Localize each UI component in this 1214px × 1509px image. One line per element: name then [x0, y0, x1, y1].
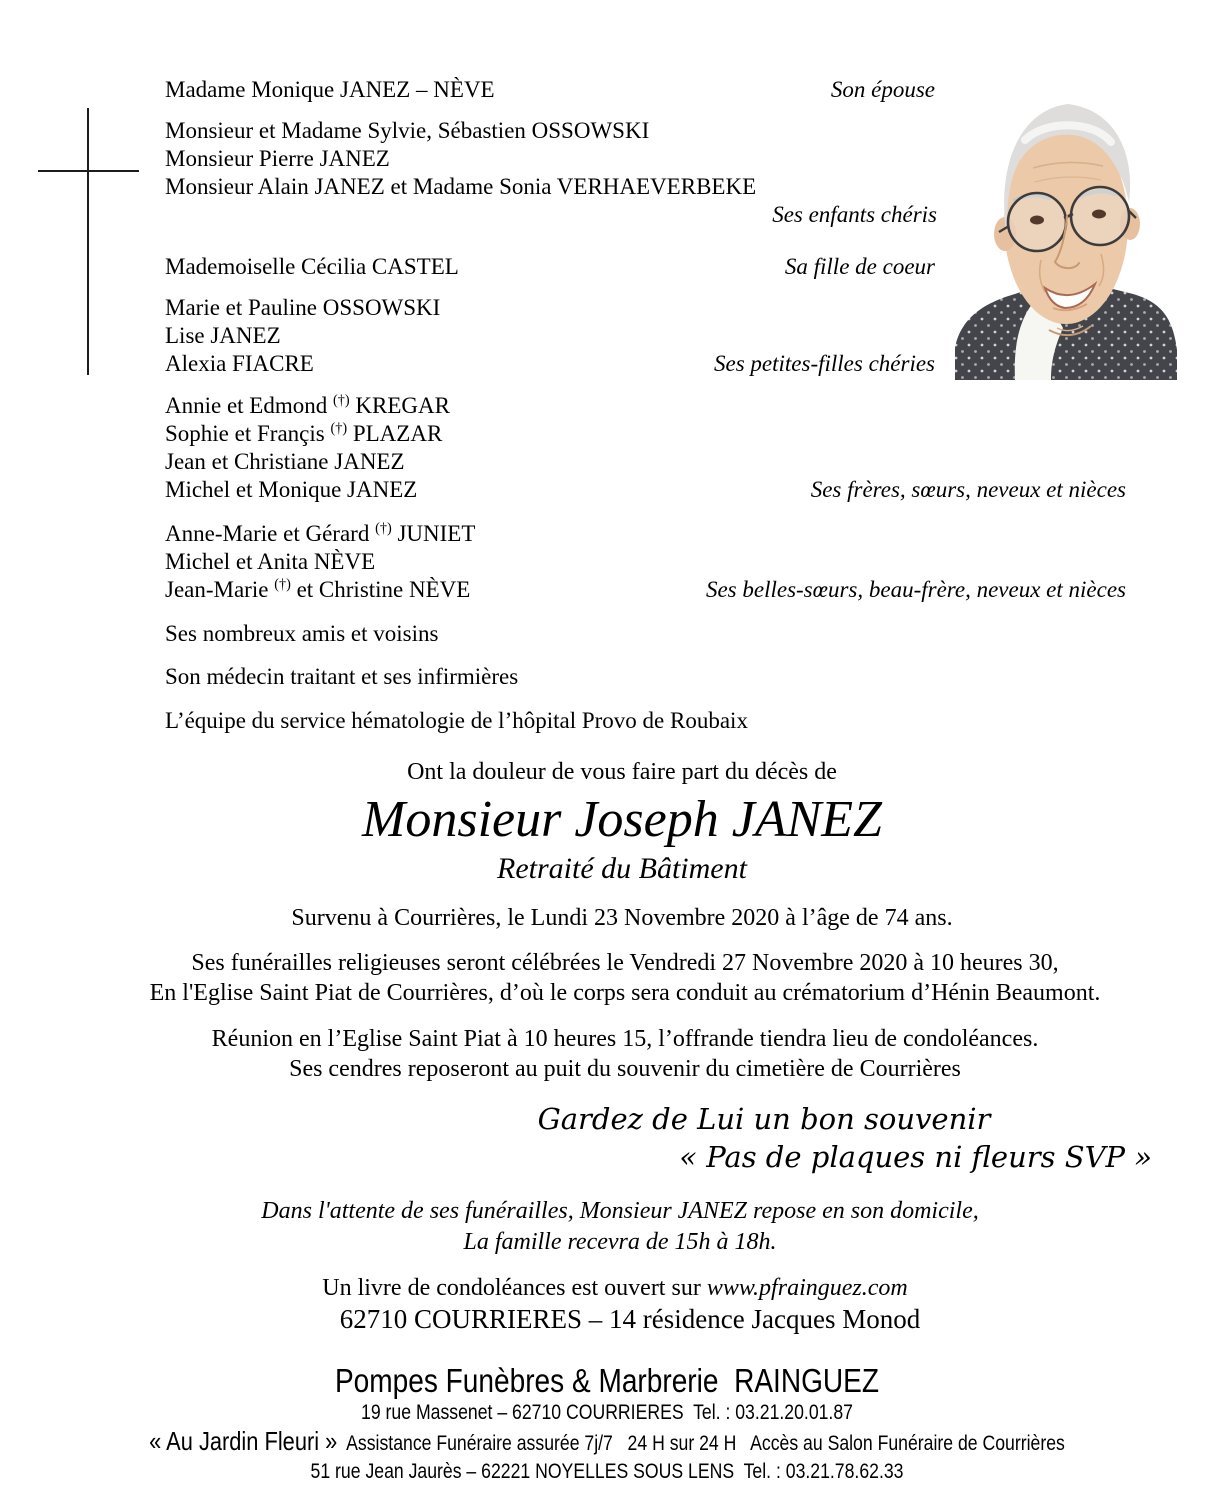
relation-label-siblings: Ses frères, sœurs, neveux et nièces [810, 477, 1126, 502]
family-name: Madame Monique JANEZ – NÈVE [165, 77, 495, 102]
remembrance-quote: Gardez de Lui un bon souvenir [537, 1102, 991, 1136]
friends-line: Ses nombreux amis et voisins [165, 621, 439, 646]
family-name: Mademoiselle Cécilia CASTEL [165, 254, 459, 279]
family-name: Anne-Marie et Gérard (†) JUNIET [165, 520, 476, 546]
deceased-occupation: Retraité du Bâtiment [497, 852, 747, 885]
deceased-address: 62710 COURRIERES – 14 résidence Jacques Monod [339, 1304, 921, 1334]
announcement-section [0, 757, 1214, 933]
wake-section [0, 1196, 1214, 1258]
family-group-goddaughter [165, 253, 1214, 281]
family-name: Monsieur Pierre JANEZ [165, 146, 390, 171]
family-name: Lise JANEZ [165, 323, 281, 348]
funeral-home-name: Pompes Funèbres & Marbrerie RAINGUEZ [334, 1362, 880, 1399]
funeral-home-services: Assistance Funéraire assurée 7j/7 24 H sur 24 H Accès au Salon Funéraire de Courrières [337, 1432, 1065, 1455]
funeral-details [36, 948, 1214, 1008]
family-name: Marie et Pauline OSSOWSKI [165, 295, 441, 320]
deceased-dagger-mark: (†) [333, 392, 350, 409]
deceased-name: Monsieur Joseph JANEZ [362, 791, 882, 848]
funeral-line-2: En l'Eglise Saint Piat de Courrières, d’où le corps sera conduit au crématorium d’Hénin Beaumont. [149, 980, 1101, 1006]
announcement-intro: Ont la douleur de vous faire part du décès de [407, 759, 837, 785]
family-name: Jean et Christiane JANEZ [165, 449, 405, 474]
family-name: Jean-Marie (†) et Christine NÈVE [165, 576, 471, 602]
condolence-book-text: Un livre de condoléances est ouvert sur [322, 1275, 707, 1301]
deceased-dagger-mark: (†) [375, 520, 392, 537]
family-group-in-laws [165, 520, 1214, 604]
deceased-dagger-mark: (†) [330, 420, 348, 437]
meeting-details [36, 1024, 1214, 1084]
family-name: Monsieur et Madame Sylvie, Sébastien OSSOWSKI [165, 118, 650, 143]
funeral-home-address-2: 51 rue Jean Jaurès – 62221 NOYELLES SOUS LENS Tel. : 03.21.78.62.33 [310, 1460, 904, 1483]
latin-cross-icon [37, 106, 141, 382]
funeral-home-brand: « Au Jardin Fleuri » [149, 1426, 338, 1456]
relation-label-goddaughter: Sa fille de coeur [784, 254, 935, 279]
family-group-spouse [165, 76, 1214, 104]
family-name: Monsieur Alain JANEZ et Madame Sonia VERHAEVERBEKE [165, 174, 757, 199]
relation-label-in-laws: Ses belles-sœurs, beau-frère, neveux et nièces [705, 577, 1126, 602]
family-name: Annie et Edmond (†) KREGAR [165, 392, 450, 418]
doctor-line: Son médecin traitant et ses infirmières [165, 664, 519, 689]
relation-label-granddaughters: Ses petites-filles chéries [714, 351, 935, 376]
meeting-line-2: Ses cendres reposeront au puit du souvenir du cimetière de Courrières [289, 1056, 961, 1082]
funeral-home-address-1: 19 rue Massenet – 62710 COURRIERES Tel. : 03.21.20.01.87 [361, 1401, 853, 1424]
family-group-children [165, 117, 1214, 201]
wake-line-2: La famille recevra de 15h à 18h. [463, 1229, 777, 1255]
funeral-home-footer [0, 1362, 1214, 1485]
family-name: Alexia FIACRE [165, 351, 314, 376]
wake-line-1: Dans l'attente de ses funérailles, Monsieur JANEZ repose en son domicile, [261, 1198, 979, 1224]
condolence-book-url: www.pfrainguez.com [706, 1275, 908, 1301]
condolence-book-line [0, 1273, 1214, 1303]
family-group-granddaughters [165, 294, 1214, 378]
meeting-line-1: Réunion en l’Eglise Saint Piat à 10 heures 15, l’offrande tiendra lieu de condoléances. [211, 1026, 1039, 1052]
deceased-dagger-mark: (†) [274, 576, 291, 593]
hospital-team-line: L’équipe du service hématologie de l’hôpital Provo de Roubaix [165, 708, 748, 733]
relation-label-spouse: Son épouse [830, 77, 935, 102]
no-flowers-note: « Pas de plaques ni fleurs SVP » [679, 1140, 1152, 1174]
death-date-line: Survenu à Courrières, le Lundi 23 Novembre 2020 à l’âge de 74 ans. [291, 905, 953, 931]
family-name: Sophie et Françis (†) PLAZAR [165, 420, 443, 446]
family-group-siblings [165, 392, 1214, 504]
family-name: Michel et Anita NÈVE [165, 549, 376, 574]
family-name: Michel et Monique JANEZ [165, 477, 418, 502]
funeral-home-services-line [97, 1426, 1117, 1459]
relation-label-children: Ses enfants chéris [772, 202, 937, 227]
ceremony-section [0, 948, 1214, 1084]
funeral-line-1: Ses funérailles religieuses seront célébrées le Vendredi 27 Novembre 2020 à 10 heures 30, [191, 950, 1059, 976]
